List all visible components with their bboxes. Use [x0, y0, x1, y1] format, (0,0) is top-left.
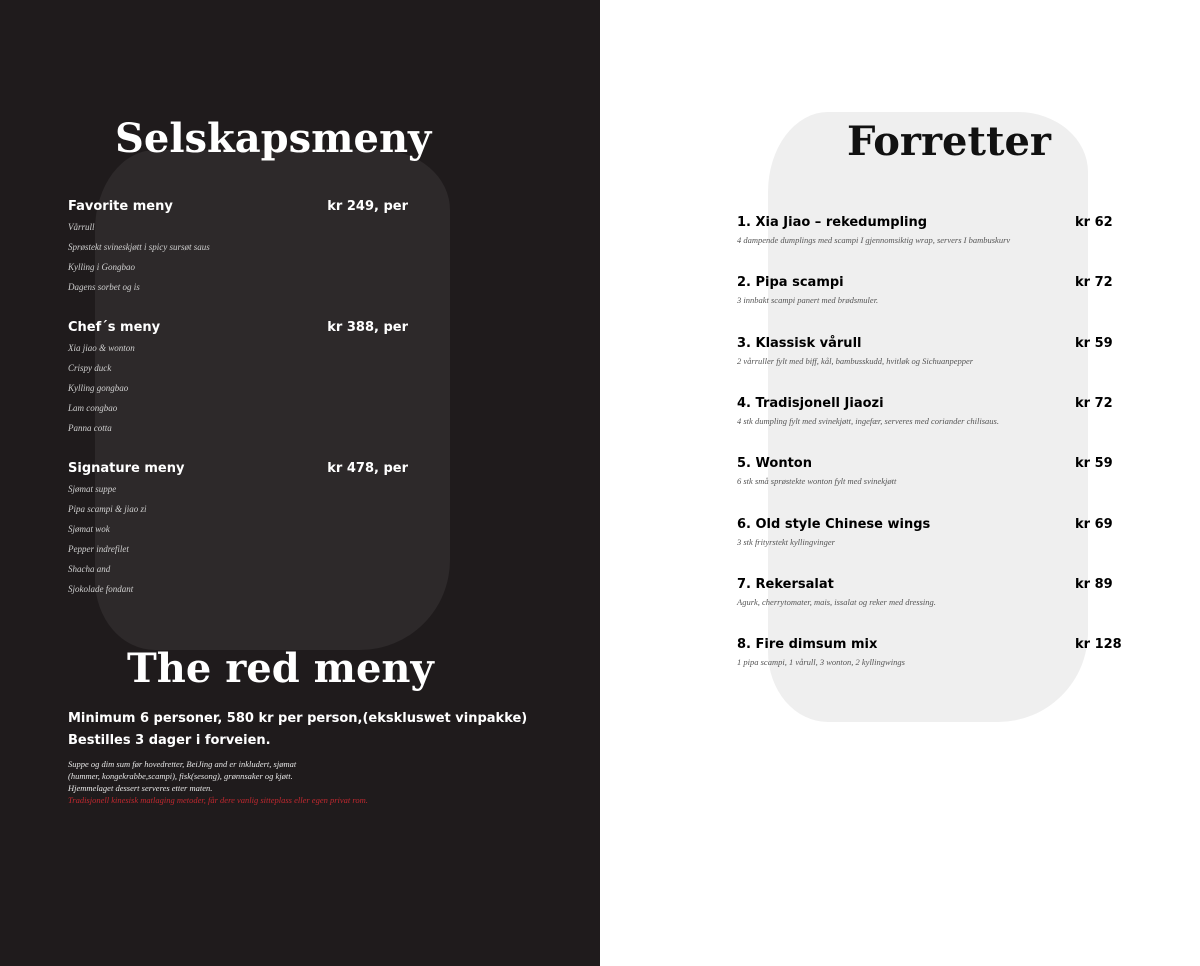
menu-block-favorite: [68, 197, 408, 297]
dish-description: 4 dampende dumplings med scampi I gjennomsiktig wrap, servers I bambuskurv: [737, 235, 1011, 245]
menu-price: kr 249, per: [327, 199, 408, 214]
dish-name: 5. Wonton: [737, 456, 812, 471]
dish-item: [737, 636, 1137, 668]
dish-item: [737, 395, 1137, 427]
red-meny-title: The red meny: [127, 645, 434, 692]
menu-item: Sjømat wok: [68, 524, 110, 534]
dish-description: 6 stk små sprøstekte wonton fylt med svinekjøtt: [737, 476, 897, 486]
dish-description: 4 stk dumpling fylt med svinekjøtt, ingefær, serveres med coriander chilisaus.: [737, 416, 999, 426]
dish-description: Agurk, cherrytomater, mais, issalat og reker med dressing.: [737, 597, 936, 607]
red-meny-note: Tradisjonell kinesisk matlaging metoder, får dere vanlig sitteplass eller egen privat rom.: [68, 795, 368, 805]
red-meny-description: (hummer, kongekrabbe,scampi), fisk(sesong), grønnsaker og kjøtt.: [68, 771, 293, 781]
dish-name: 4. Tradisjonell Jiaozi: [737, 396, 884, 411]
menu-item: Vårrull: [68, 222, 95, 232]
dish-description: 1 pipa scampi, 1 vårull, 3 wonton, 2 kyllingwings: [737, 657, 905, 667]
menu-block-chef: [68, 318, 408, 438]
menu-name: Signature meny: [68, 461, 185, 476]
dish-name: 3. Klassisk vårull: [737, 336, 862, 351]
menu-header: [68, 197, 408, 217]
menu-item: Lam congbao: [68, 403, 118, 413]
dish-price: kr 72: [1075, 275, 1113, 290]
dish-name: 1. Xia Jiao – rekedumpling: [737, 215, 928, 230]
dish-item: [737, 274, 1137, 306]
menu-item: Sjokolade fondant: [68, 584, 134, 594]
dish-price: kr 128: [1075, 637, 1122, 652]
menu-price: kr 388, per: [327, 320, 408, 335]
red-meny-line: Minimum 6 personer, 580 kr per person,(ekskluswet vinpakke): [68, 711, 528, 726]
dish-name: 2. Pipa scampi: [737, 275, 844, 290]
dish-description: 3 innbakt scampi panert med brødsmuler.: [737, 295, 879, 305]
page-title: Forretter: [847, 118, 1051, 165]
menu-item: Xia jiao & wonton: [68, 343, 135, 353]
menu-item: Dagens sorbet og is: [68, 282, 140, 292]
menu-item: Sjømat suppe: [68, 484, 117, 494]
dish-description: 3 stk frityrstekt kyllingvinger: [737, 537, 835, 547]
menu-item: Kylling gongbao: [68, 383, 129, 393]
menu-header: [68, 459, 408, 479]
menu-name: Chef´s meny: [68, 320, 161, 335]
menu-item: Crispy duck: [68, 363, 112, 373]
page-title: Selskapsmeny: [115, 115, 432, 162]
dish-item: [737, 335, 1137, 367]
dish-item: [737, 516, 1137, 548]
dish-name: 8. Fire dimsum mix: [737, 637, 878, 652]
red-meny-line: Bestilles 3 dager i forveien.: [68, 733, 271, 748]
dish-price: kr 59: [1075, 336, 1113, 351]
red-meny-description: Hjemmelaget dessert serveres etter maten.: [68, 783, 213, 793]
dish-description: 2 vårruller fylt med biff, kål, bambusskudd, hvitløk og Sichuanpepper: [737, 356, 974, 366]
menu-item: Panna cotta: [68, 423, 112, 433]
menu-item: Sprøstekt svineskjøtt i spicy sursøt saus: [68, 242, 210, 252]
dish-item: [737, 455, 1137, 487]
menu-price: kr 478, per: [327, 461, 408, 476]
menu-name: Favorite meny: [68, 199, 173, 214]
menu-item: Kylling i Gongbao: [68, 262, 135, 272]
menu-header: [68, 318, 408, 338]
dish-price: kr 89: [1075, 577, 1113, 592]
dish-price: kr 59: [1075, 456, 1113, 471]
dish-item: [737, 576, 1137, 608]
dish-price: kr 62: [1075, 215, 1113, 230]
dish-item: [737, 214, 1137, 246]
dish-name: 6. Old style Chinese wings: [737, 517, 931, 532]
dish-price: kr 72: [1075, 396, 1113, 411]
menu-block-signature: [68, 459, 408, 599]
menu-item: Shacha and: [68, 564, 111, 574]
menu-item: Pipa scampi & jiao zi: [68, 504, 147, 514]
dish-name: 7. Rekersalat: [737, 577, 834, 592]
menu-item: Pepper indrefilet: [68, 544, 129, 554]
red-meny-description: Suppe og dim sum før hovedretter, BeiJing and er inkludert, sjømat: [68, 759, 297, 769]
red-meny-details: [68, 708, 548, 806]
dish-price: kr 69: [1075, 517, 1113, 532]
